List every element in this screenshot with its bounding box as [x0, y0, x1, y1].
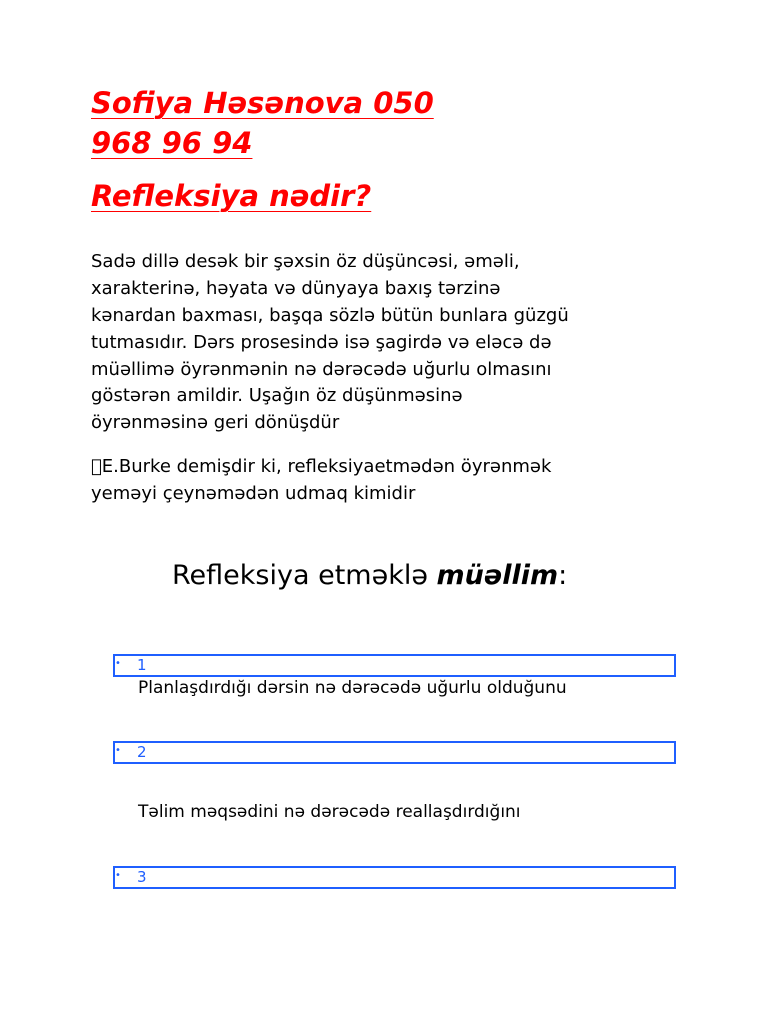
list-item-box-3 — [113, 866, 676, 889]
paragraph-line: öyrənməsinə geri dönüşdür — [91, 412, 340, 433]
list-number: 3 — [137, 868, 147, 886]
paragraph-line: xarakterinə, həyata və dünyaya baxış tərzinə — [91, 278, 501, 299]
bullet-icon: • — [115, 658, 121, 669]
bullet-icon: • — [115, 870, 121, 881]
subtitle: Refleksiya nədir? — [91, 179, 372, 213]
paragraph-line: tutmasıdır. Dərs prosesində isə şagirdə və eləcə də — [91, 332, 552, 353]
section-heading — [172, 560, 567, 591]
list-number: 1 — [137, 656, 147, 674]
paragraph-line: göstərən amildir. Uşağın öz düşünməsinə — [91, 385, 463, 406]
section-heading-bold: müəllim — [436, 560, 559, 591]
list-item-text: Planlaşdırdığı dərsin nə dərəcədə uğurlu olduğunu — [138, 678, 567, 698]
list-item-text: Təlim məqsədini nə dərəcədə reallaşdırdığını — [138, 802, 521, 822]
section-heading-suffix: : — [558, 560, 568, 591]
title-line-2: 968 96 94 — [91, 126, 253, 160]
paragraph-line: Sadə dillə desək bir şəxsin öz düşüncəsi, əməli, — [91, 251, 520, 272]
list-number: 2 — [137, 743, 147, 761]
list-item-box-1 — [113, 654, 676, 677]
section-heading-prefix: Refleksiya etməklə — [172, 560, 437, 591]
bullet-icon: • — [115, 745, 121, 756]
paragraph-line: yeməyi çeynəmədən udmaq kimidir — [91, 483, 416, 504]
title-line-1: Sofiya Həsənova 050 — [91, 86, 434, 120]
paragraph-line: E.Burke demişdir ki, refleksiyaetmədən öyrənmək — [91, 456, 541, 477]
paragraph-line: müəllimə öyrənmənin nə dərəcədə uğurlu olmasını — [91, 359, 552, 380]
paragraph-line: kənardan baxması, başqa sözlə bütün bunlara güzgü — [91, 305, 569, 326]
list-item-box-2 — [113, 741, 676, 764]
